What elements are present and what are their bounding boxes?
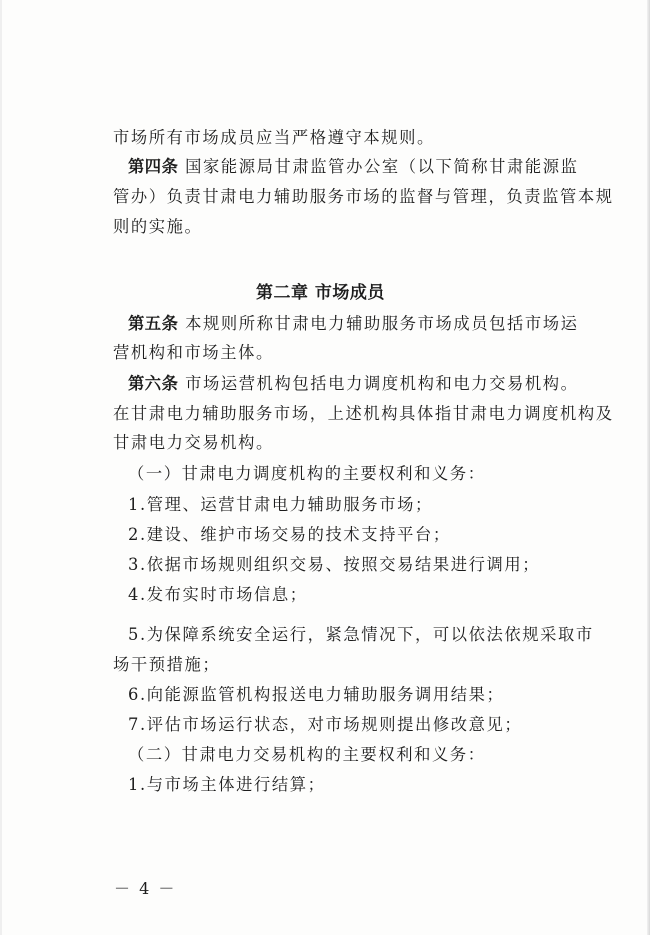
- article-6-line-3: 甘肃电力交易机构。: [113, 433, 274, 452]
- page-number: － 4 －: [114, 879, 177, 898]
- list-item-1: 1.管理、运营甘肃电力辅助服务市场；: [128, 495, 433, 514]
- article-5-label: 第五条: [128, 314, 179, 333]
- article-6-label: 第六条: [128, 374, 179, 393]
- section-1-heading: （一）甘肃电力调度机构的主要权利和义务：: [128, 464, 486, 483]
- article-4-line-2: 管办）负责甘肃电力辅助服务市场的监督与管理，负责监管本规: [113, 187, 614, 206]
- article-4-line-3: 则的实施。: [113, 217, 203, 236]
- list-item-7: 7.评估市场运行状态，对市场规则提出修改意见；: [128, 715, 523, 734]
- list-item-3: 3.依据市场规则组织交易、按照交易结果进行调用；: [128, 555, 541, 574]
- section-2-heading: （二）甘肃电力交易机构的主要权利和义务：: [128, 745, 486, 764]
- scan-edge-left: [0, 0, 2, 935]
- list-item-6: 6.向能源监管机构报送电力辅助服务调用结果；: [128, 685, 505, 704]
- article-4-text: 国家能源局甘肃监管办公室（以下简称甘肃能源监: [178, 157, 579, 176]
- list-item-2: 2.建设、维护市场交易的技术支持平台；: [128, 525, 451, 544]
- section-2-list-item-1: 1.与市场主体进行结算；: [128, 775, 326, 794]
- article-5-line-1: [128, 313, 579, 335]
- list-item-4: 4.发布实时市场信息；: [128, 585, 308, 604]
- article-6-text: 市场运营机构包括电力调度机构和电力交易机构。: [178, 374, 579, 393]
- article-4-label: 第四条: [128, 157, 179, 176]
- chapter-heading: 第二章 市场成员: [256, 283, 385, 303]
- article-5-text: 本规则所称甘肃电力辅助服务市场成员包括市场运: [178, 314, 579, 333]
- list-item-5-line-2: 场干预措施；: [113, 655, 221, 674]
- list-item-5-line-1: 5.为保障系统安全运行，紧急情况下，可以依法依规采取市: [128, 625, 594, 644]
- article-4-line-1: [128, 156, 579, 178]
- article-6-line-2: 在甘肃电力辅助服务市场，上述机构具体指甘肃电力调度机构及: [113, 404, 614, 423]
- article-6-line-1: [128, 373, 579, 395]
- text-line-1: 市场所有市场成员应当严格遵守本规则。: [113, 128, 435, 147]
- article-5-line-2: 营机构和市场主体。: [113, 343, 274, 362]
